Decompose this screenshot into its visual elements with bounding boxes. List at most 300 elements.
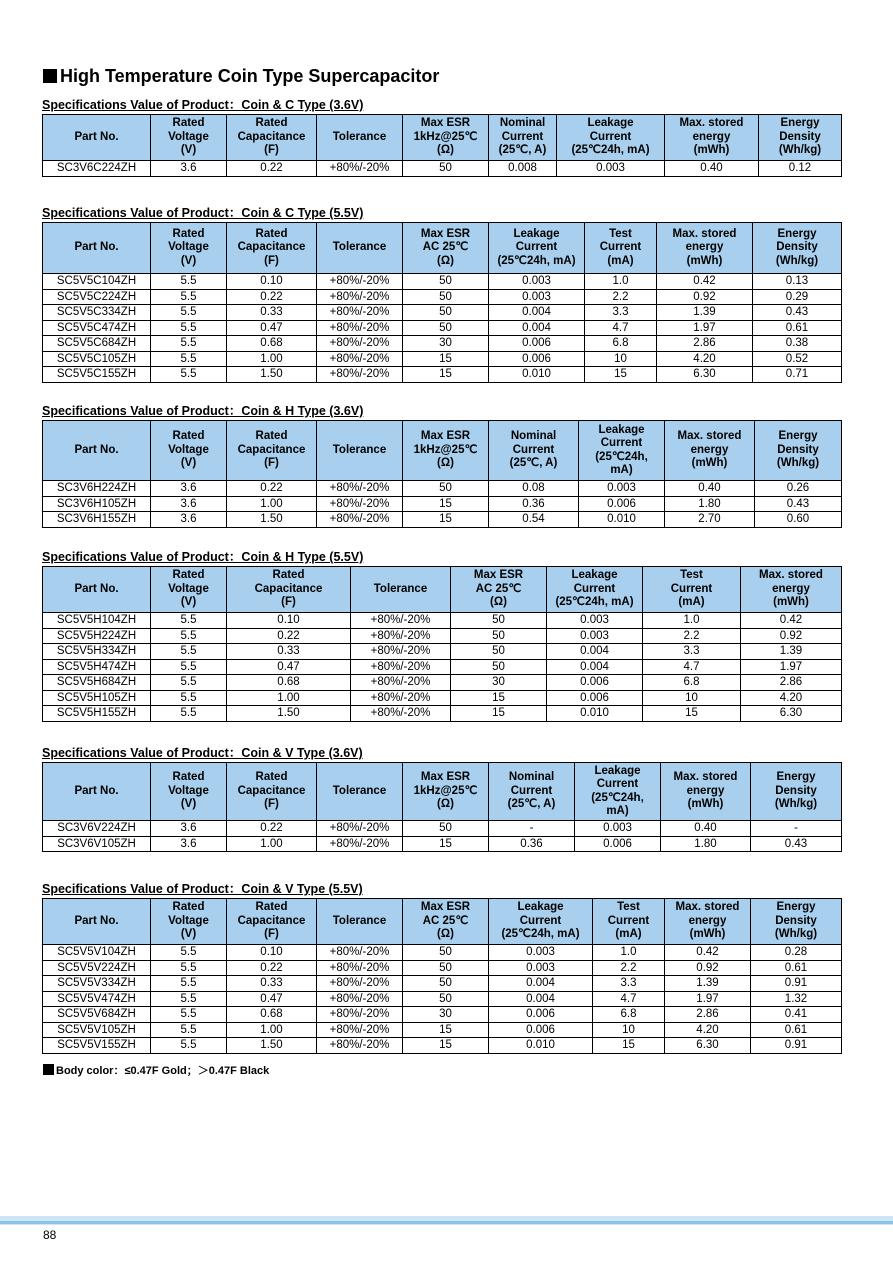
table-row <box>43 1007 842 1023</box>
table-cell: 0.68 <box>227 1007 317 1023</box>
table-cell: 0.006 <box>579 496 665 512</box>
table-cell: +80%/-20% <box>317 976 403 992</box>
table-cell: 0.010 <box>489 367 585 383</box>
column-header-line: Current <box>599 241 642 254</box>
column-header <box>227 763 317 821</box>
column-header <box>403 223 489 274</box>
table-cell: 0.006 <box>547 675 643 691</box>
column-header-line: Leakage <box>587 117 634 130</box>
column-header-line: Tolerance <box>332 241 387 254</box>
part-number-cell: SC5V5H684ZH <box>43 675 151 691</box>
table-cell: - <box>751 821 842 837</box>
column-header-line: (mWh) <box>773 596 809 609</box>
column-header-line: Voltage <box>168 443 209 456</box>
table-cell: 0.71 <box>753 367 842 383</box>
column-header-line: (V) <box>180 798 197 811</box>
part-number-cell: SC5V5V224ZH <box>43 960 151 976</box>
table-cell: +80%/-20% <box>351 644 451 660</box>
table-cell: +80%/-20% <box>351 628 451 644</box>
table-cell: 0.003 <box>489 960 593 976</box>
column-header-line: (25℃24h, mA) <box>497 254 576 267</box>
table-cell: +80%/-20% <box>317 305 403 321</box>
table-cell: 15 <box>403 1022 489 1038</box>
column-header <box>557 115 665 161</box>
table-cell: 10 <box>643 690 741 706</box>
column-header-line: Tolerance <box>332 443 387 456</box>
spec-table <box>42 898 842 1054</box>
column-header-line: energy <box>686 784 725 797</box>
column-header-line: (mWh) <box>693 144 730 157</box>
column-header-line: Current <box>573 582 616 595</box>
table-cell: 0.004 <box>489 320 585 336</box>
table-cell: 5.5 <box>151 945 227 961</box>
column-header-line: (F) <box>264 457 279 470</box>
table-cell: 0.006 <box>575 836 661 852</box>
column-header-line: Voltage <box>168 130 209 143</box>
table-cell: 6.30 <box>657 367 753 383</box>
section-title: Specifications Value of Product：Coin & V Type (5.5V) <box>42 882 363 896</box>
table-cell: 3.3 <box>593 976 665 992</box>
spec-table <box>42 222 842 383</box>
column-header-line: (Wh/kg) <box>775 254 819 267</box>
column-header-line: (25℃24h, mA) <box>501 928 580 941</box>
section-title: Specifications Value of Product：Coin & H Type (3.6V) <box>42 404 364 418</box>
table-cell: 5.5 <box>151 274 227 290</box>
table-row <box>43 644 842 660</box>
column-header-line: Density <box>775 914 817 927</box>
table-row <box>43 161 842 177</box>
column-header-line: Capacitance <box>237 784 306 797</box>
column-header <box>753 223 842 274</box>
part-number-cell: SC5V5C104ZH <box>43 274 151 290</box>
table-row <box>43 496 842 512</box>
table-cell: 0.36 <box>489 836 575 852</box>
table-cell: 4.20 <box>657 351 753 367</box>
table-cell: 15 <box>451 706 547 722</box>
table-cell: +80%/-20% <box>317 945 403 961</box>
table-cell: 6.8 <box>593 1007 665 1023</box>
table-cell: 30 <box>403 336 489 352</box>
column-header-line: Rated <box>172 901 205 914</box>
table-cell: 0.10 <box>227 613 351 629</box>
table-cell: 5.5 <box>151 320 227 336</box>
column-header-line: Rated <box>172 430 205 443</box>
column-header-line: (F) <box>264 798 279 811</box>
column-header <box>43 115 151 161</box>
part-number-cell: SC3V6V105ZH <box>43 836 151 852</box>
column-header-line: Max. stored <box>677 430 742 443</box>
column-header <box>317 421 403 481</box>
table-cell: 0.52 <box>753 351 842 367</box>
table-row <box>43 613 842 629</box>
table-cell: 50 <box>403 320 489 336</box>
column-header-line: Density <box>776 241 818 254</box>
table-cell: 0.91 <box>751 1038 842 1054</box>
column-header-line: Current <box>596 778 639 790</box>
column-header-line: (Ω) <box>437 254 454 267</box>
table-cell: 0.004 <box>489 991 593 1007</box>
table-cell: 5.5 <box>151 628 227 644</box>
table-cell: 0.54 <box>489 512 579 528</box>
column-header-line: Max. stored <box>759 569 823 582</box>
table-cell: 15 <box>585 367 657 383</box>
table-cell: 5.5 <box>151 1022 227 1038</box>
column-header-line: Tolerance <box>332 784 387 797</box>
table-cell: 5.5 <box>151 991 227 1007</box>
table-cell: 1.00 <box>227 351 317 367</box>
table-cell: +80%/-20% <box>317 512 403 528</box>
table-cell: 0.92 <box>665 960 751 976</box>
part-number-cell: SC5V5C155ZH <box>43 367 151 383</box>
column-header-line: (F) <box>281 596 296 609</box>
column-header-line: (mWh) <box>689 928 726 941</box>
table-cell: 0.003 <box>557 161 665 177</box>
table-cell: 0.13 <box>753 274 842 290</box>
section-title: Specifications Value of Product：Coin & C Type (3.6V) <box>42 98 364 112</box>
table-cell: +80%/-20% <box>317 821 403 837</box>
table-cell: 0.29 <box>753 289 842 305</box>
column-header <box>661 763 751 821</box>
table-row <box>43 821 842 837</box>
table-cell: 5.5 <box>151 659 227 675</box>
column-header-line: Density <box>779 130 821 143</box>
table-cell: 0.42 <box>665 945 751 961</box>
column-header <box>489 115 557 161</box>
table-cell: 0.006 <box>489 1007 593 1023</box>
table-cell: 0.006 <box>489 336 585 352</box>
column-header-line: Tolerance <box>332 914 387 927</box>
column-header-line: (25℃24h, mA) <box>555 596 634 609</box>
table-cell: 0.47 <box>227 659 351 675</box>
table-cell: 30 <box>403 1007 489 1023</box>
column-header-line: Current <box>670 582 713 595</box>
part-number-cell: SC5V5V105ZH <box>43 1022 151 1038</box>
table-cell: 1.00 <box>227 1022 317 1038</box>
column-header-line: (V) <box>180 596 197 609</box>
part-number-cell: SC5V5V155ZH <box>43 1038 151 1054</box>
part-number-cell: SC3V6H224ZH <box>43 481 151 497</box>
table-cell: 0.003 <box>489 289 585 305</box>
column-header <box>227 115 317 161</box>
column-header-line: Leakage <box>571 569 618 582</box>
table-cell: 4.20 <box>741 690 842 706</box>
table-cell: 4.7 <box>593 991 665 1007</box>
part-number-cell: SC3V6H105ZH <box>43 496 151 512</box>
table-cell: 0.10 <box>227 945 317 961</box>
column-header-line: Tolerance <box>332 130 387 143</box>
column-header <box>665 421 755 481</box>
table-cell: 0.42 <box>657 274 753 290</box>
column-header-line: Capacitance <box>237 130 306 143</box>
column-header <box>759 115 842 161</box>
column-header-line: Rated <box>255 771 288 784</box>
table-cell: 0.010 <box>547 706 643 722</box>
part-number-cell: SC5V5H334ZH <box>43 644 151 660</box>
table-cell: 0.47 <box>227 991 317 1007</box>
column-header-line: Current <box>607 914 650 927</box>
table-cell: 15 <box>403 836 489 852</box>
column-header-line: Part No. <box>74 914 119 927</box>
column-header <box>43 899 151 945</box>
table-cell: +80%/-20% <box>317 836 403 852</box>
column-header-line: Rated <box>255 117 288 130</box>
table-cell: 0.003 <box>579 481 665 497</box>
table-cell: 15 <box>403 1038 489 1054</box>
column-header-line: Max ESR <box>473 569 524 582</box>
spec-table <box>42 420 842 528</box>
column-header-line: (mA) <box>607 254 634 267</box>
column-header <box>43 223 151 274</box>
column-header <box>575 763 661 821</box>
column-header <box>593 899 665 945</box>
table-cell: 5.5 <box>151 1007 227 1023</box>
column-header-line: energy <box>688 914 727 927</box>
table-cell: 0.003 <box>489 945 593 961</box>
column-header-line: Test <box>609 227 632 240</box>
table-cell: 50 <box>403 289 489 305</box>
table-cell: 0.43 <box>751 836 842 852</box>
table-cell: 0.010 <box>489 1038 593 1054</box>
column-header-line: (Ω) <box>437 144 454 157</box>
part-number-cell: SC5V5C224ZH <box>43 289 151 305</box>
table-cell: 4.20 <box>665 1022 751 1038</box>
column-header-line: Current <box>589 130 632 143</box>
column-header-line: energy <box>772 582 810 595</box>
table-cell: 0.22 <box>227 821 317 837</box>
table-cell: 0.41 <box>751 1007 842 1023</box>
column-header-line: (Wh/kg) <box>774 928 818 941</box>
table-cell: 5.5 <box>151 367 227 383</box>
table-cell: 4.7 <box>585 320 657 336</box>
table-cell: 2.2 <box>643 628 741 644</box>
table-cell: 5.5 <box>151 706 227 722</box>
table-cell: 10 <box>585 351 657 367</box>
column-header <box>151 421 227 481</box>
table-cell: 1.39 <box>741 644 842 660</box>
column-header-line: Current <box>519 914 562 927</box>
column-header <box>403 763 489 821</box>
part-number-cell: SC5V5C334ZH <box>43 305 151 321</box>
part-number-cell: SC5V5H474ZH <box>43 659 151 675</box>
table-cell: 15 <box>593 1038 665 1054</box>
column-header-line: Nominal <box>508 771 555 784</box>
square-bullet-icon <box>43 1064 54 1075</box>
column-header <box>665 115 759 161</box>
table-header-row <box>43 421 842 481</box>
table-cell: 0.61 <box>751 1022 842 1038</box>
section-title: Specifications Value of Product：Coin & C Type (5.5V) <box>42 206 364 220</box>
table-row <box>43 628 842 644</box>
table-cell: 2.86 <box>665 1007 751 1023</box>
column-header-line: Nominal <box>499 117 546 130</box>
table-cell: 5.5 <box>151 351 227 367</box>
column-header-line: (F) <box>264 144 279 157</box>
column-header-line: (25℃24h, <box>595 450 648 463</box>
table-cell: 3.3 <box>643 644 741 660</box>
table-row <box>43 481 842 497</box>
column-header-line: (V) <box>180 144 197 157</box>
column-header-line: Voltage <box>168 784 209 797</box>
table-cell: 1.80 <box>661 836 751 852</box>
table-cell: 2.86 <box>741 675 842 691</box>
column-header-line: mA) <box>606 805 629 817</box>
section-title: Specifications Value of Product：Coin & H Type (5.5V) <box>42 550 364 564</box>
column-header <box>741 567 842 613</box>
table-header-row <box>43 899 842 945</box>
column-header-line: Rated <box>272 569 305 582</box>
table-row <box>43 836 842 852</box>
table-cell: 50 <box>403 976 489 992</box>
column-header-line: Capacitance <box>237 241 306 254</box>
column-header-line: Part No. <box>74 130 119 143</box>
column-header-line: Energy <box>780 117 820 130</box>
column-header-line: Voltage <box>168 914 209 927</box>
column-header-line: (F) <box>264 254 279 267</box>
part-number-cell: SC5V5V104ZH <box>43 945 151 961</box>
column-header-line: Current <box>512 443 555 456</box>
table-row <box>43 991 842 1007</box>
table-cell: +80%/-20% <box>317 1022 403 1038</box>
column-header-line: Max ESR <box>420 901 471 914</box>
table-cell: 15 <box>451 690 547 706</box>
table-cell: 1.00 <box>227 690 351 706</box>
table-row <box>43 512 842 528</box>
table-cell: 5.5 <box>151 976 227 992</box>
table-cell: 0.38 <box>753 336 842 352</box>
table-cell: +80%/-20% <box>317 336 403 352</box>
column-header-line: (V) <box>180 457 197 470</box>
table-cell: 0.004 <box>547 644 643 660</box>
table-cell: 50 <box>403 481 489 497</box>
column-header-line: Capacitance <box>254 582 323 595</box>
column-header-line: (mWh) <box>691 457 728 470</box>
table-row <box>43 305 842 321</box>
column-header-line: Test <box>680 569 703 582</box>
spec-section-coin-h-3v6 <box>42 403 841 528</box>
table-cell: 0.91 <box>751 976 842 992</box>
column-header <box>403 899 489 945</box>
column-header-line: Voltage <box>168 241 209 254</box>
column-header-line: (25℃, A) <box>509 457 558 470</box>
table-cell: +80%/-20% <box>317 496 403 512</box>
table-cell: 50 <box>451 659 547 675</box>
column-header-line: Max. stored <box>679 117 744 130</box>
part-number-cell: SC5V5C105ZH <box>43 351 151 367</box>
column-header-line: (mWh) <box>686 254 723 267</box>
column-header-line: Leakage <box>517 901 564 914</box>
table-cell: +80%/-20% <box>317 1038 403 1054</box>
table-cell: 0.12 <box>759 161 842 177</box>
table-cell: 2.2 <box>585 289 657 305</box>
part-number-cell: SC5V5H104ZH <box>43 613 151 629</box>
table-cell: 0.47 <box>227 320 317 336</box>
spec-section-coin-v-5v5 <box>42 881 841 1054</box>
table-cell: 0.004 <box>547 659 643 675</box>
table-cell: 0.40 <box>665 161 759 177</box>
spec-table <box>42 566 842 722</box>
column-header-line: (25℃24h, mA) <box>571 144 650 157</box>
table-header-row <box>43 567 842 613</box>
column-header-line: Density <box>775 784 817 797</box>
page-title: High Temperature Coin Type Supercapacitor <box>43 66 439 87</box>
column-header <box>657 223 753 274</box>
table-cell: 1.39 <box>657 305 753 321</box>
part-number-cell: SC3V6C224ZH <box>43 161 151 177</box>
column-header-line: Max. stored <box>672 227 737 240</box>
table-cell: +80%/-20% <box>317 367 403 383</box>
column-header-line: Tolerance <box>373 582 428 595</box>
column-header <box>317 763 403 821</box>
table-cell: 0.22 <box>227 960 317 976</box>
column-header <box>755 421 842 481</box>
table-cell: 0.006 <box>489 1022 593 1038</box>
part-number-cell: SC5V5H224ZH <box>43 628 151 644</box>
column-header-line: AC 25℃ <box>422 241 469 254</box>
column-header <box>585 223 657 274</box>
column-header-line: (Wh/kg) <box>776 457 820 470</box>
table-row <box>43 367 842 383</box>
table-row <box>43 706 842 722</box>
column-header-line: (25℃24h, <box>591 791 644 804</box>
column-header <box>43 763 151 821</box>
table-cell: +80%/-20% <box>317 1007 403 1023</box>
table-cell: 0.68 <box>227 336 317 352</box>
table-cell: 6.30 <box>665 1038 751 1054</box>
table-row <box>43 960 842 976</box>
column-header-line: Current <box>515 241 558 254</box>
column-header-line: Rated <box>255 227 288 240</box>
part-number-cell: SC5V5V684ZH <box>43 1007 151 1023</box>
column-header-line: Max ESR <box>420 227 471 240</box>
table-cell: 1.50 <box>227 512 317 528</box>
table-cell: 50 <box>403 161 489 177</box>
column-header-line: Current <box>501 130 544 143</box>
table-cell: +80%/-20% <box>317 161 403 177</box>
table-cell: 0.08 <box>489 481 579 497</box>
column-header-line: Leakage <box>513 227 560 240</box>
table-cell: 0.33 <box>227 305 317 321</box>
table-cell: 15 <box>403 367 489 383</box>
column-header <box>665 899 751 945</box>
table-cell: 1.39 <box>665 976 751 992</box>
table-cell: 1.50 <box>227 706 351 722</box>
table-row <box>43 1022 842 1038</box>
column-header-line: mA) <box>610 464 633 476</box>
spec-section-coin-c-5v5 <box>42 205 841 383</box>
column-header-line: Part No. <box>74 443 119 456</box>
table-cell: 0.60 <box>755 512 842 528</box>
table-cell: +80%/-20% <box>351 659 451 675</box>
table-cell: 4.7 <box>643 659 741 675</box>
column-header-line: Rated <box>172 771 205 784</box>
table-cell: 3.3 <box>585 305 657 321</box>
table-cell: 0.28 <box>751 945 842 961</box>
table-cell: 0.10 <box>227 274 317 290</box>
column-header <box>317 899 403 945</box>
table-cell: +80%/-20% <box>317 481 403 497</box>
table-cell: 6.8 <box>643 675 741 691</box>
column-header-line: Leakage <box>594 764 641 777</box>
table-cell: 0.42 <box>741 613 842 629</box>
part-number-cell: SC5V5C684ZH <box>43 336 151 352</box>
column-header-line: AC 25℃ <box>475 582 522 595</box>
table-cell: 1.00 <box>227 836 317 852</box>
table-cell: 5.5 <box>151 336 227 352</box>
column-header-line: Rated <box>172 227 205 240</box>
column-header-line: Energy <box>776 901 816 914</box>
column-header <box>151 763 227 821</box>
table-cell: 50 <box>403 991 489 1007</box>
